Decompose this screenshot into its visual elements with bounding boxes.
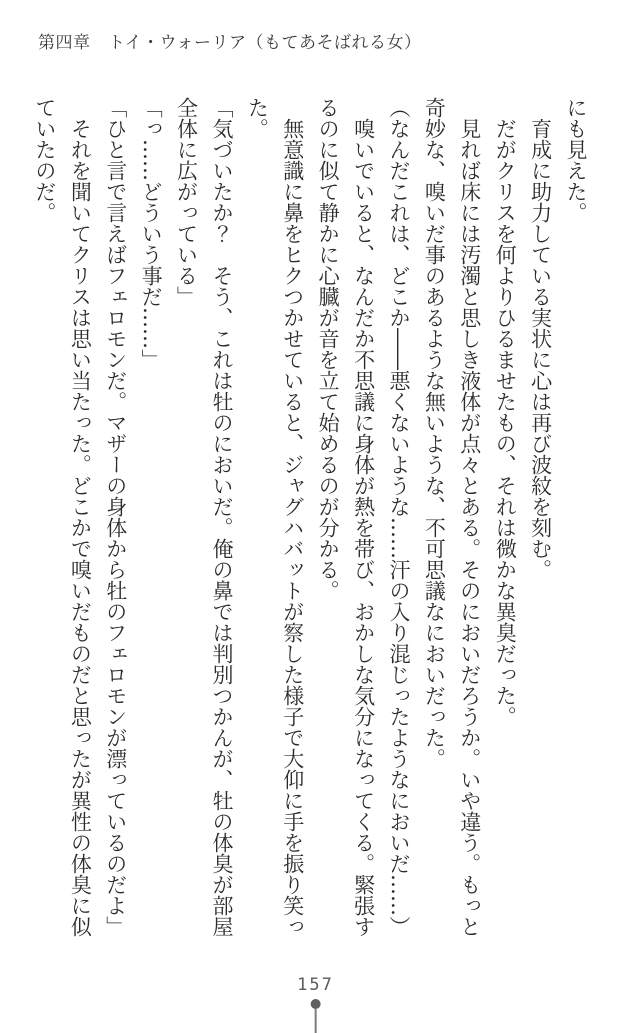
- paragraph: それを聞いてクリスは思い当たった。どこかで嗅いだものだと思ったが異性の体臭に似ていたのだ。: [32, 97, 93, 937]
- page-number: 157: [297, 975, 334, 995]
- paragraph: 嗅いでいると、なんだか不思議に身体が熱を帯び、おかしな気分になってくる。緊張するのに似て静かに心臓が音を立て始めるのが分かる。: [316, 97, 376, 937]
- paragraph: 無意識に鼻をヒクつかせていると、ジャグハバットが察した様子で大仰に手を振り笑った。: [245, 97, 305, 937]
- paragraph: 育成に助力している実状に心は再び波紋を刻む。: [528, 118, 553, 580]
- chapter-header: 第四章 トイ・ウォーリア（もてあそばれる女）: [38, 33, 422, 53]
- paragraph: 見れば床には汚濁と思しき液体が点々とある。そのにおいだろうか。いや違う。もっと奇妙な、嗅いだ事のあるような無いような、不可思議なにおいだった。: [422, 97, 482, 937]
- paragraph: 「気づいたか？ そう、これは牡のにおいだ。俺の鼻では判別つかんが、牡の体臭が部屋全体に広がっている」: [174, 97, 234, 937]
- page-footer: [297, 977, 334, 1033]
- paragraph: だがクリスを何よりひるませたもの、それは微かな異臭だった。: [493, 118, 518, 727]
- ornament-line: [315, 1009, 317, 1033]
- paragraph: （なんだこれは、どこか――悪くないような……汗の入り混じったようなにおいだ……）: [386, 97, 411, 937]
- text-body: [25, 97, 593, 939]
- paragraph: 「っ……どういう事だ……」: [139, 97, 164, 370]
- paragraph: 「ひと言で言えばフェロモンだ。マザーの身体から牡のフェロモンが漂っているのだよ」: [103, 97, 128, 937]
- ornament-dot-icon: [311, 999, 321, 1009]
- paragraph: にも見えた。: [564, 97, 588, 223]
